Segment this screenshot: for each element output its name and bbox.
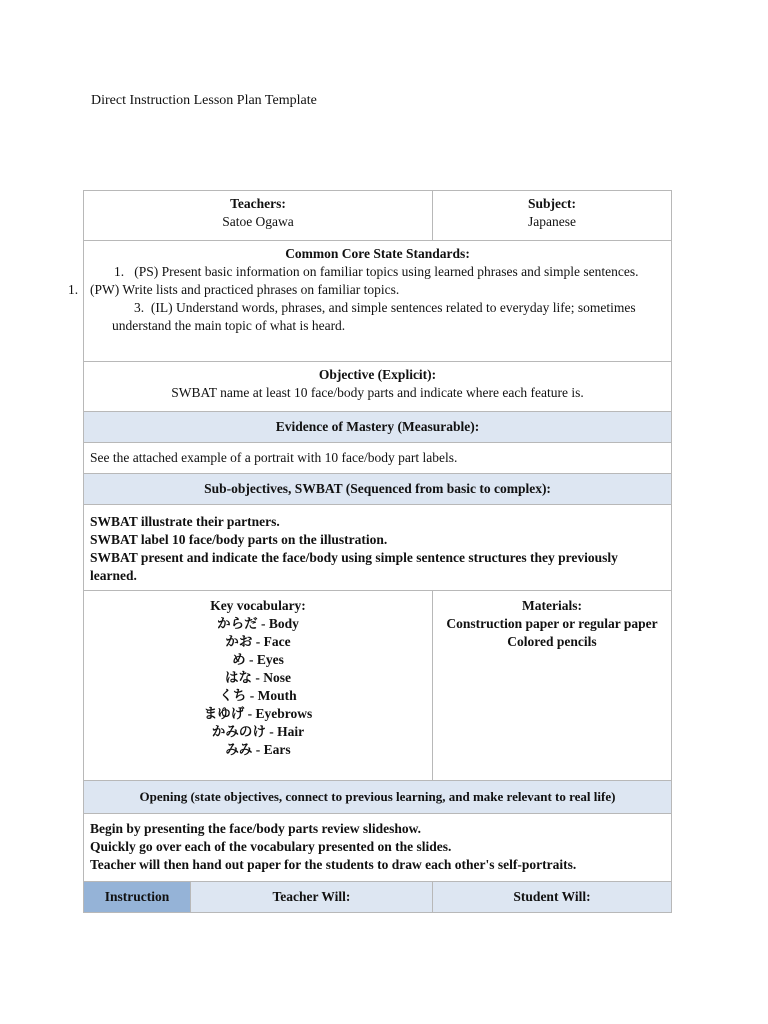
- subobjectives-cell: [84, 505, 672, 591]
- document-title: Direct Instruction Lesson Plan Template: [91, 93, 317, 108]
- evidence-header-row: [84, 412, 672, 443]
- vocabulary-label: Key vocabulary:: [210, 598, 306, 613]
- subobjectives-header-row: [84, 474, 672, 505]
- opening-row: [84, 814, 672, 882]
- vocabulary-item: はな - Nose: [225, 670, 291, 685]
- subobjectives-label: Sub-objectives, SWBAT (Sequenced from basic to complex):: [84, 474, 672, 505]
- lesson-plan-table: [68, 190, 672, 913]
- materials-label: Materials:: [522, 598, 582, 613]
- vocabulary-item: からだ - Body: [217, 616, 299, 631]
- vocabulary-item: まゆげ - Eyebrows: [203, 706, 313, 721]
- teachers-value: Satoe Ogawa: [222, 214, 294, 229]
- teachers-label: Teachers:: [230, 196, 286, 211]
- subject-label: Subject:: [528, 196, 576, 211]
- header-row: [84, 191, 672, 241]
- vocabulary-item: かお - Face: [225, 634, 291, 649]
- vocabulary-item: かみのけ - Hair: [211, 724, 305, 739]
- standard-item: 3. (IL) Understand words, phrases, and simple sentences related to everyday life; sometimes understand the main topic of what is heard.: [112, 300, 636, 333]
- vocabulary-item: め - Eyes: [232, 652, 284, 667]
- opening-item: Quickly go over each of the vocabulary presented on the slides.: [90, 839, 452, 854]
- opening-cell: [84, 814, 672, 882]
- standards-label: Common Core State Standards:: [285, 246, 470, 261]
- subject-cell: [433, 191, 672, 241]
- materials-item: Construction paper or regular paper: [446, 616, 658, 631]
- standards-cell: [68, 241, 672, 362]
- vocabulary-cell: [84, 591, 433, 781]
- vocabulary-item: くち - Mouth: [219, 688, 297, 703]
- standard-item: 1. (PW) Write lists and practiced phrases on familiar topics.: [68, 282, 400, 297]
- instruction-label: Instruction: [84, 882, 191, 913]
- student-will-label: Student Will:: [433, 882, 672, 913]
- instruction-row: [84, 882, 672, 913]
- subject-value: Japanese: [528, 214, 576, 229]
- materials-item: Colored pencils: [507, 634, 597, 649]
- teacher-will-label: Teacher Will:: [191, 882, 433, 913]
- objective-text: SWBAT name at least 10 face/body parts and indicate where each feature is.: [171, 385, 584, 400]
- standard-item: 1. (PS) Present basic information on familiar topics using learned phrases and simple sentences.: [114, 264, 639, 279]
- objective-cell: [84, 362, 672, 412]
- teachers-cell: [84, 191, 433, 241]
- subobjective-item: SWBAT present and indicate the face/body using simple sentence structures they previously learned.: [90, 550, 618, 583]
- evidence-text: See the attached example of a portrait with 10 face/body part labels.: [84, 443, 672, 474]
- standards-row: [84, 241, 672, 362]
- evidence-label: Evidence of Mastery (Measurable):: [84, 412, 672, 443]
- subobjective-item: SWBAT illustrate their partners.: [90, 514, 280, 529]
- opening-label: Opening (state objectives, connect to previous learning, and make relevant to real life): [84, 781, 672, 814]
- materials-cell: [433, 591, 672, 781]
- opening-header-row: [84, 781, 672, 814]
- evidence-row: [84, 443, 672, 474]
- vocabulary-item: みみ - Ears: [225, 742, 291, 757]
- objective-row: [84, 362, 672, 412]
- subobjective-item: SWBAT label 10 face/body parts on the illustration.: [90, 532, 388, 547]
- vocab-materials-row: [84, 591, 672, 781]
- subobjectives-row: [84, 505, 672, 591]
- opening-item: Begin by presenting the face/body parts review slideshow.: [90, 821, 422, 836]
- opening-item: Teacher will then hand out paper for the students to draw each other's self-portraits.: [90, 857, 577, 872]
- objective-label: Objective (Explicit):: [318, 367, 437, 382]
